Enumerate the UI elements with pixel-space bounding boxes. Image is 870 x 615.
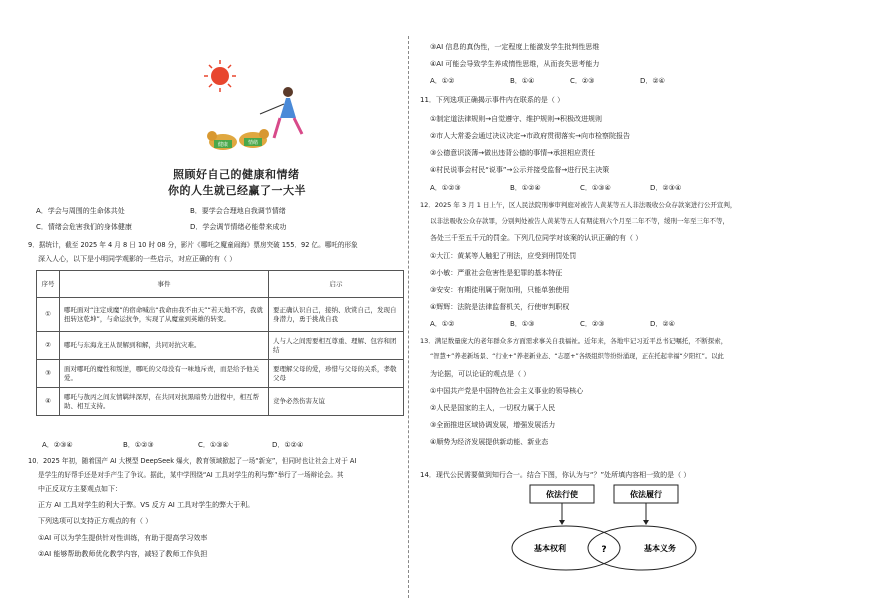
rights-duties-diagram bbox=[510, 480, 710, 590]
q13-option-4: ④顺势为经济发展提供新动能、新业态 bbox=[430, 438, 549, 446]
arrowhead-left bbox=[559, 520, 565, 525]
q13-line3: 为论据，可以论证的观点是（ ） bbox=[430, 370, 531, 378]
q13-line2: “智慧+”养老新场景、“行业+”养老新业态、“志愿+”各级组织等纷纷涌现，正在托起幸福“夕阳红”。以此 bbox=[430, 353, 724, 360]
caption-line-2: 你的人生就已经赢了一大半 bbox=[168, 184, 306, 197]
q12-line1: 12．2025 年 3 月 1 日上午，区人民法院刑事审判庭对被告人黄某等五人非法吸收公众存款案进行公开宣判， bbox=[420, 201, 737, 209]
q9-option-a: A．②③④ bbox=[42, 441, 73, 449]
q10-line4: 正方 AI 工具对学生的利大于弊。VS 反方 AI 工具对学生的弊大于利。 bbox=[38, 501, 255, 509]
q8-option-c: C．情绪会危害我们的身体健康 bbox=[36, 223, 132, 231]
q10-choice-c: C．②③ bbox=[570, 77, 595, 85]
q12-option-2: ②小敏：严重社会危害性是犯罪的基本特征 bbox=[430, 269, 563, 277]
row-number: ③ bbox=[37, 360, 60, 388]
box-right-label: 依法履行 bbox=[630, 490, 662, 499]
q9-option-c: C．①③④ bbox=[198, 441, 229, 449]
row-event: 哪吒面对“注定成魔”的宿命喊出“我命由我不由天”“若天地不容，我就扭转这乾坤”，与命运抗争，实现了从魔童到英雄的转变。 bbox=[60, 298, 269, 332]
arrowhead-right bbox=[643, 520, 649, 525]
q13-line1: 13．满足数量庞大的老年群众多方面需求事关自我福祉。近年来，各地牢记习近平总书记嘱托，不断探索， bbox=[420, 337, 728, 345]
row-insight: 要理解父母的爱，珍惜与父母的关系，孝敬父母 bbox=[269, 360, 404, 388]
q11-choice-d: D．②③④ bbox=[650, 184, 682, 192]
q11-option-1: ①制定道法律规则→自觉遵守、维护规则→积极改进规则 bbox=[430, 115, 603, 123]
q9-stem-line1: 9．据统计，截至 2025 年 4 月 8 日 10 时 08 分，影片《哪吒之魔童闹海》票房突破 155．92 亿。哪吒的形象 bbox=[28, 241, 358, 249]
q10-choice-a: A．①② bbox=[430, 77, 455, 85]
sign-left-label: 健康 bbox=[217, 142, 229, 148]
q9-table bbox=[36, 270, 404, 416]
table-row bbox=[37, 388, 404, 416]
q11-option-4: ④村民说事会村民“说事”→公示并接受监督→进行民主决策 bbox=[430, 166, 610, 174]
row-insight: 竞争必然伤害友谊 bbox=[269, 388, 404, 416]
table-row bbox=[37, 332, 404, 360]
q8-option-b: B．要学会合理地自我调节情绪 bbox=[190, 207, 286, 215]
row-event: 哪吒与东海龙王从误解到和解，共同对抗灾难。 bbox=[60, 332, 269, 360]
caption-line-1: 照顾好自己的健康和情绪 bbox=[173, 168, 300, 181]
ellipse-right-label: 基本义务 bbox=[644, 544, 676, 553]
q13-option-3: ③全面推进区域协调发展，增强发展活力 bbox=[430, 421, 556, 429]
center-question-mark: ? bbox=[601, 545, 607, 555]
q12-choice-c: C．②③ bbox=[580, 320, 605, 328]
q11-option-2: ②市人大常委会通过决议决定→市政府贯彻落实→向市检察院报告 bbox=[430, 132, 631, 140]
q9-stem-line2: 深入人心，以下是小明同学观影的一些启示，对应正确的有（ ） bbox=[38, 255, 237, 263]
table-row bbox=[37, 298, 404, 332]
row-insight: 要正确认识自己，接纳、欣赏自己，发现自身潜力，勇于挑战自我 bbox=[269, 298, 404, 332]
table-header-event: 事件 bbox=[60, 271, 269, 298]
q10-option-2: ②AI 能够帮助教师优化教学内容，减轻了教师工作负担 bbox=[38, 550, 208, 558]
sign-right-label: 情绪 bbox=[247, 140, 259, 146]
ellipse-left-label: 基本权利 bbox=[534, 544, 566, 553]
q12-choice-a: A．①② bbox=[430, 320, 455, 328]
q12-option-3: ③安安：有期徒刑属于附加刑，只能单独使用 bbox=[430, 286, 570, 294]
q11-choice-b: B．①②④ bbox=[510, 184, 541, 192]
q14-stem: 14．现代公民需要做到知行合一。结合下图，你认为与“？”处所填内容相一致的是（ ） bbox=[420, 471, 691, 479]
q12-option-4: ④辉辉：法院是法律监督机关，行使审判职权 bbox=[430, 303, 570, 311]
q11-stem: 11．下列选项正确揭示事件内在联系的是（ ） bbox=[420, 96, 565, 104]
row-number: ① bbox=[37, 298, 60, 332]
q12-choice-b: B．①③ bbox=[510, 320, 535, 328]
row-number: ② bbox=[37, 332, 60, 360]
q10-line2: 是学生的好帮手还是对手产生了争议。据此，某中学围绕“AI 工具对学生的利与弊”举行了一场辩论会。其 bbox=[38, 471, 344, 479]
sun-icon bbox=[204, 60, 236, 92]
table-header-insight: 启示 bbox=[269, 271, 404, 298]
dogs-figure bbox=[207, 129, 269, 150]
row-number: ④ bbox=[37, 388, 60, 416]
row-event: 面对哪吒的魔性和叛逆，哪吒的父母没有一味地斥责，而是给予他关爱。 bbox=[60, 360, 269, 388]
column-divider bbox=[408, 36, 409, 598]
q10-option-1: ①AI 可以为学生提供针对性训练，有助于提高学习效率 bbox=[38, 534, 208, 542]
q9-option-b: B．①②③ bbox=[123, 441, 154, 449]
q10-option-3: ③AI 信息的真伪性，一定程度上能激发学生批判性思维 bbox=[430, 43, 600, 51]
q11-choice-c: C．①③④ bbox=[580, 184, 611, 192]
q12-line3: 各处三千至五千元的罚金。下列几位同学对该案的认识正确的有（ ） bbox=[430, 234, 643, 242]
q8-option-a: A．学会与周围的生命体共处 bbox=[36, 207, 125, 215]
q10-choice-d: D．②④ bbox=[640, 77, 665, 85]
q9-option-d: D．①②④ bbox=[272, 441, 304, 449]
q8-option-d: D．学会调节情绪必能带来成功 bbox=[190, 223, 287, 231]
cartoon-illustration bbox=[168, 52, 318, 164]
q10-line3: 中正反双方主要观点如下： bbox=[38, 485, 122, 493]
q10-option-4: ④AI 可能会导致学生养成惰性思维，从而丧失思考能力 bbox=[430, 60, 600, 68]
q11-option-3: ③公德意识淡薄→做出违背公德的事情→承担相应责任 bbox=[430, 149, 596, 157]
q11-choice-a: A．①②③ bbox=[430, 184, 461, 192]
row-event: 哪吒与敖丙之间友情羁绊深厚，在共同对抗黑暗势力进程中，相互帮助、相互支持。 bbox=[60, 388, 269, 416]
table-header-number: 序号 bbox=[37, 271, 60, 298]
row-insight: 人与人之间需要相互尊重、理解、包容和团结 bbox=[269, 332, 404, 360]
q12-choice-d: D．②④ bbox=[650, 320, 675, 328]
box-left-label: 依法行使 bbox=[546, 490, 578, 499]
table-row bbox=[37, 360, 404, 388]
q12-option-1: ①大江：黄某等人触犯了刑法，应受到刑罚处罚 bbox=[430, 252, 577, 260]
q10-line5: 下列选项可以支持正方观点的有（ ） bbox=[38, 517, 153, 525]
q12-line2: 以非法吸收公众存款罪，分别判处被告人黄某等五人有期徒刑六个月至二年不等，缓刑一年至三年不等， bbox=[430, 217, 729, 225]
q10-choice-b: B．①④ bbox=[510, 77, 535, 85]
q10-line1: 10．2025 年初，随着国产 AI 大模型 DeepSeek 爆火，教育领域掀起了一场“新宠”，但同时也让社会上对于 AI bbox=[28, 457, 357, 465]
q13-option-1: ①中国共产党是中国特色社会主义事业的领导核心 bbox=[430, 387, 584, 395]
table-header-row bbox=[37, 271, 404, 298]
q13-option-2: ②人民是国家的主人，一切权力属于人民 bbox=[430, 404, 556, 412]
